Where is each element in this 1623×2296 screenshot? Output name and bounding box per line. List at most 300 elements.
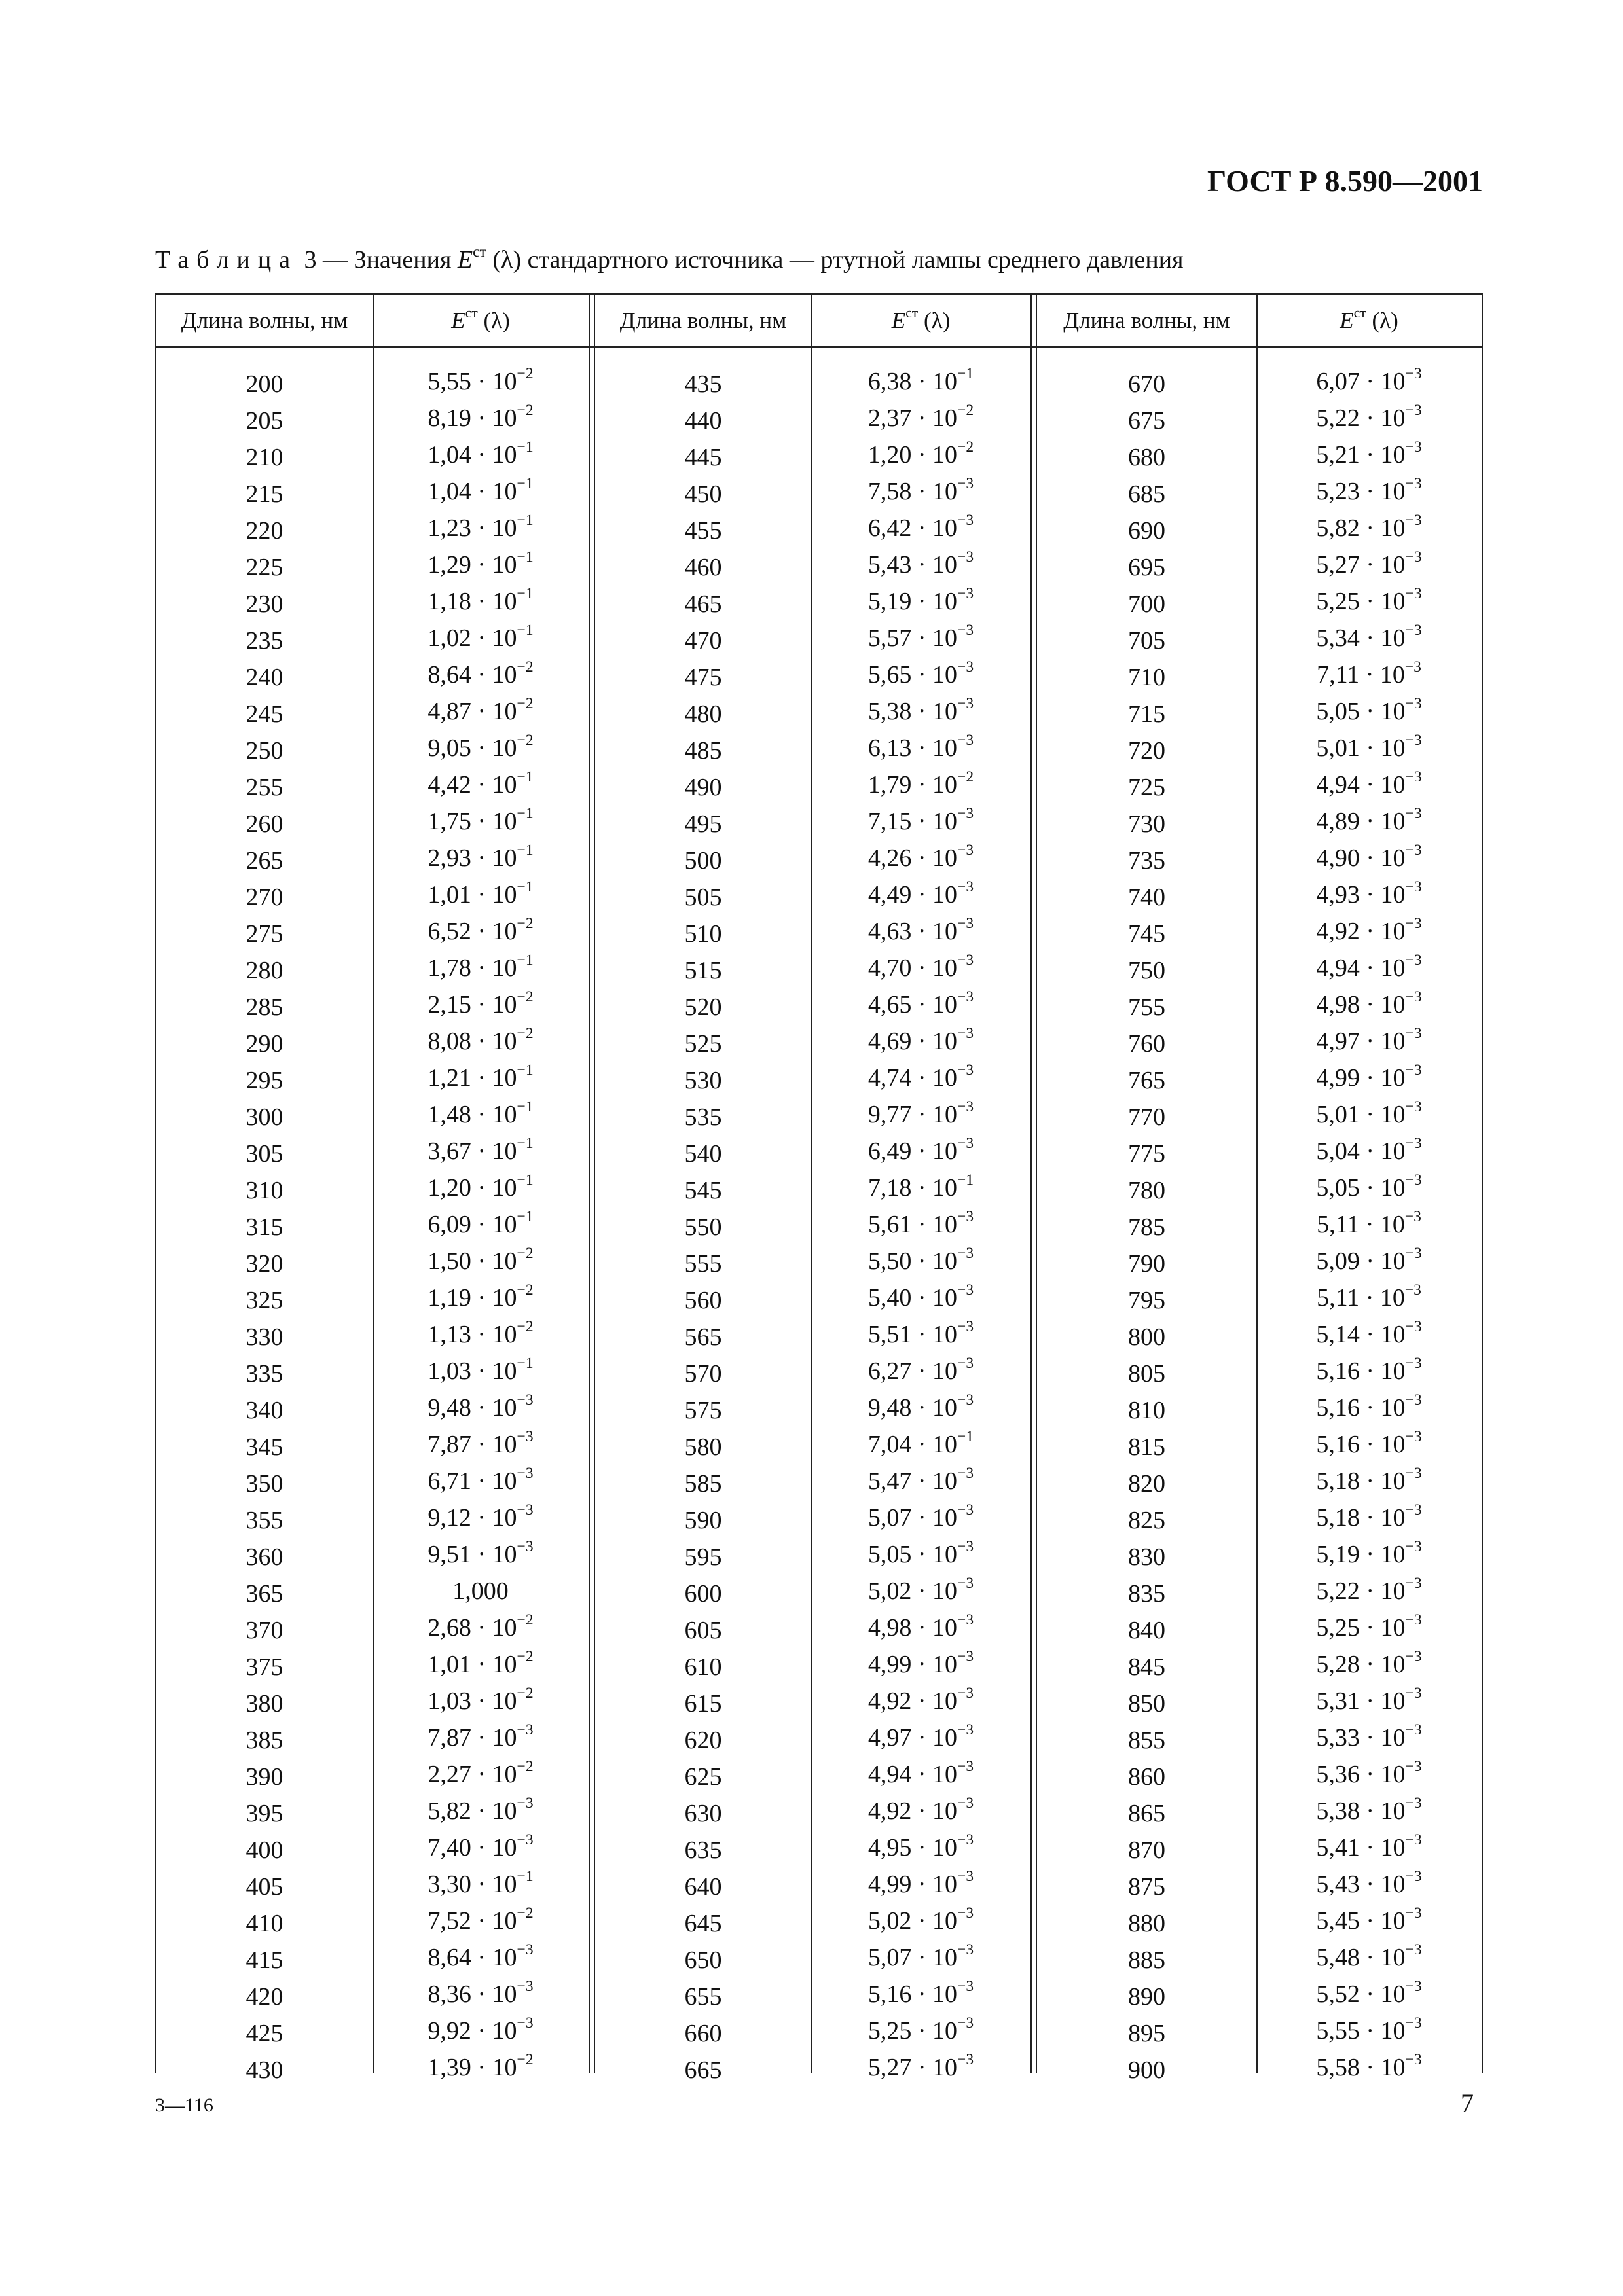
value-cell: $1,19 \cdot 10^{-2}$ bbox=[428, 1281, 534, 1312]
value-cell: $7,58 \cdot 10^{-3}$ bbox=[867, 475, 974, 505]
wavelength-cell: 790 bbox=[1128, 1250, 1165, 1278]
value-cell: $2,37 \cdot 10^{-2}$ bbox=[867, 401, 974, 432]
caption-text-after: (λ) стандартного источника — ртутной лампы среднего давления bbox=[486, 246, 1184, 274]
wavelength-cell: 390 bbox=[246, 1763, 283, 1791]
value-cell: $5,58 \cdot 10^{-3}$ bbox=[1316, 2051, 1422, 2081]
value-cell: $5,16 \cdot 10^{-3}$ bbox=[1316, 1427, 1422, 1458]
wavelength-cell: 370 bbox=[246, 1617, 283, 1644]
wavelength-cell: 280 bbox=[246, 957, 283, 984]
wavelength-cell: 380 bbox=[246, 1690, 283, 1717]
value-cell: $6,09 \cdot 10^{-1}$ bbox=[428, 1208, 534, 1238]
wavelength-cell: 595 bbox=[684, 1543, 722, 1571]
wavelength-cell: 885 bbox=[1128, 1946, 1165, 1974]
wavelength-cell: 605 bbox=[684, 1617, 722, 1644]
value-cell: $5,33 \cdot 10^{-3}$ bbox=[1316, 1721, 1422, 1751]
value-cell: $4,89 \cdot 10^{-3}$ bbox=[1316, 804, 1422, 835]
wavelength-cell: 295 bbox=[246, 1067, 283, 1094]
wavelength-cell: 395 bbox=[246, 1800, 283, 1827]
wavelength-cell: 590 bbox=[684, 1507, 722, 1534]
value-cell: $5,57 \cdot 10^{-3}$ bbox=[867, 621, 974, 652]
wavelength-cell: 870 bbox=[1128, 1837, 1165, 1864]
wavelength-cell: 710 bbox=[1128, 664, 1165, 691]
column-double-divider bbox=[1030, 295, 1037, 2073]
wavelength-cell: 610 bbox=[684, 1653, 722, 1681]
wavelength-cell: 340 bbox=[246, 1397, 283, 1424]
wavelength-cell: 290 bbox=[246, 1030, 283, 1058]
value-cell: $1,21 \cdot 10^{-1}$ bbox=[428, 1061, 534, 1092]
wavelength-cell: 850 bbox=[1128, 1690, 1165, 1717]
wavelength-cell: 320 bbox=[246, 1250, 283, 1278]
value-cell: $5,07 \cdot 10^{-3}$ bbox=[867, 1501, 974, 1532]
value-cell: $5,16 \cdot 10^{-3}$ bbox=[867, 1977, 974, 2008]
value-cell: $5,82 \cdot 10^{-3}$ bbox=[1316, 511, 1422, 542]
wavelength-column-1 bbox=[156, 366, 373, 2089]
wavelength-cell: 315 bbox=[246, 1213, 283, 1241]
value-cell: $1,50 \cdot 10^{-2}$ bbox=[428, 1244, 534, 1275]
value-cell: $6,52 \cdot 10^{-2}$ bbox=[428, 914, 534, 945]
value-cell: $9,51 \cdot 10^{-3}$ bbox=[428, 1537, 534, 1568]
wavelength-cell: 425 bbox=[246, 2020, 283, 2047]
table-header-row bbox=[156, 295, 1482, 348]
wavelength-cell: 365 bbox=[246, 1580, 283, 1607]
value-cell: $8,64 \cdot 10^{-2}$ bbox=[428, 658, 534, 689]
value-cell: $1,13 \cdot 10^{-2}$ bbox=[428, 1318, 534, 1348]
value-cell: $4,93 \cdot 10^{-3}$ bbox=[1316, 878, 1422, 908]
wavelength-cell: 515 bbox=[684, 957, 722, 984]
value-cell: $5,25 \cdot 10^{-3}$ bbox=[867, 2014, 974, 2045]
value-cell: $5,55 \cdot 10^{-2}$ bbox=[428, 365, 534, 395]
wavelength-cell: 705 bbox=[1128, 627, 1165, 655]
value-column-3 bbox=[1256, 366, 1482, 2089]
value-cell: $2,27 \cdot 10^{-2}$ bbox=[428, 1757, 534, 1788]
value-cell: $5,19 \cdot 10^{-3}$ bbox=[867, 584, 974, 615]
wavelength-cell: 795 bbox=[1128, 1287, 1165, 1314]
wavelength-cell: 555 bbox=[684, 1250, 722, 1278]
wavelength-cell: 690 bbox=[1128, 517, 1165, 545]
wavelength-cell: 765 bbox=[1128, 1067, 1165, 1094]
wavelength-cell: 200 bbox=[246, 370, 283, 398]
wavelength-cell: 820 bbox=[1128, 1470, 1165, 1498]
value-cell: $5,36 \cdot 10^{-3}$ bbox=[1316, 1757, 1422, 1788]
wavelength-cell: 650 bbox=[684, 1946, 722, 1974]
header-value-2: $E^{ст}$ (λ) bbox=[891, 305, 951, 333]
header-wavelength-3: Длина волны, нм bbox=[1063, 308, 1230, 333]
wavelength-cell: 335 bbox=[246, 1360, 283, 1388]
value-column-2 bbox=[811, 366, 1030, 2089]
wavelength-cell: 755 bbox=[1128, 994, 1165, 1021]
wavelength-cell: 540 bbox=[684, 1140, 722, 1168]
wavelength-cell: 520 bbox=[684, 994, 722, 1021]
value-cell: $5,01 \cdot 10^{-3}$ bbox=[1316, 1098, 1422, 1128]
value-cell: $5,34 \cdot 10^{-3}$ bbox=[1316, 621, 1422, 652]
value-cell: $1,20 \cdot 10^{-2}$ bbox=[867, 438, 974, 469]
value-cell: $5,05 \cdot 10^{-3}$ bbox=[867, 1537, 974, 1568]
wavelength-cell: 500 bbox=[684, 847, 722, 874]
value-cell: $5,23 \cdot 10^{-3}$ bbox=[1316, 475, 1422, 505]
column-double-divider bbox=[589, 295, 595, 2073]
wavelength-cell: 860 bbox=[1128, 1763, 1165, 1791]
value-cell: $5,38 \cdot 10^{-3}$ bbox=[867, 694, 974, 725]
wavelength-cell: 730 bbox=[1128, 810, 1165, 838]
wavelength-cell: 475 bbox=[684, 664, 722, 691]
value-cell: $7,87 \cdot 10^{-3}$ bbox=[428, 1427, 534, 1458]
wavelength-column-3 bbox=[1037, 366, 1256, 2089]
wavelength-cell: 325 bbox=[246, 1287, 283, 1314]
value-cell: $5,22 \cdot 10^{-3}$ bbox=[1316, 1574, 1422, 1605]
wavelength-cell: 270 bbox=[246, 884, 283, 911]
header-value-3: $E^{ст}$ (λ) bbox=[1340, 305, 1398, 333]
wavelength-cell: 240 bbox=[246, 664, 283, 691]
wavelength-cell: 575 bbox=[684, 1397, 722, 1424]
value-cell: $5,05 \cdot 10^{-3}$ bbox=[1316, 694, 1422, 725]
value-cell: $5,43 \cdot 10^{-3}$ bbox=[867, 548, 974, 579]
wavelength-cell: 375 bbox=[246, 1653, 283, 1681]
header-wavelength-2: Длина волны, нм bbox=[619, 308, 787, 333]
value-cell: $9,48 \cdot 10^{-3}$ bbox=[428, 1391, 534, 1422]
value-cell: $5,40 \cdot 10^{-3}$ bbox=[867, 1281, 974, 1312]
value-cell: $4,97 \cdot 10^{-3}$ bbox=[1316, 1024, 1422, 1055]
wavelength-cell: 220 bbox=[246, 517, 283, 545]
wavelength-cell: 410 bbox=[246, 1910, 283, 1937]
value-cell: $2,68 \cdot 10^{-2}$ bbox=[428, 1611, 534, 1641]
wavelength-cell: 250 bbox=[246, 737, 283, 764]
wavelength-cell: 865 bbox=[1128, 1800, 1165, 1827]
value-cell: $5,38 \cdot 10^{-3}$ bbox=[1316, 1794, 1422, 1825]
wavelength-cell: 665 bbox=[684, 2056, 722, 2084]
value-cell: $5,43 \cdot 10^{-3}$ bbox=[1316, 1867, 1422, 1898]
wavelength-cell: 750 bbox=[1128, 957, 1165, 984]
wavelength-cell: 310 bbox=[246, 1177, 283, 1204]
wavelength-cell: 680 bbox=[1128, 444, 1165, 471]
value-cell: $5,31 \cdot 10^{-3}$ bbox=[1316, 1684, 1422, 1715]
value-cell: $5,27 \cdot 10^{-3}$ bbox=[1316, 548, 1422, 579]
wavelength-cell: 715 bbox=[1128, 700, 1165, 728]
value-cell: $7,04 \cdot 10^{-1}$ bbox=[867, 1427, 974, 1458]
value-cell: $4,69 \cdot 10^{-3}$ bbox=[867, 1024, 974, 1055]
wavelength-cell: 330 bbox=[246, 1323, 283, 1351]
table-caption bbox=[155, 245, 1184, 274]
value-cell: $4,98 \cdot 10^{-3}$ bbox=[867, 1611, 974, 1641]
wavelength-cell: 695 bbox=[1128, 554, 1165, 581]
value-cell: $6,27 \cdot 10^{-3}$ bbox=[867, 1354, 974, 1385]
value-cell: $6,38 \cdot 10^{-1}$ bbox=[867, 365, 974, 395]
value-cell: $5,11 \cdot 10^{-3}$ bbox=[1317, 1208, 1421, 1238]
value-cell: $8,19 \cdot 10^{-2}$ bbox=[428, 401, 534, 432]
wavelength-cell: 725 bbox=[1128, 774, 1165, 801]
value-cell: $1,48 \cdot 10^{-1}$ bbox=[428, 1098, 534, 1128]
value-cell: $7,87 \cdot 10^{-3}$ bbox=[428, 1721, 534, 1751]
value-cell: $5,50 \cdot 10^{-3}$ bbox=[867, 1244, 974, 1275]
value-cell: $1,02 \cdot 10^{-1}$ bbox=[428, 621, 534, 652]
wavelength-cell: 770 bbox=[1128, 1103, 1165, 1131]
value-cell: $5,27 \cdot 10^{-3}$ bbox=[867, 2051, 974, 2081]
value-cell: $8,08 \cdot 10^{-2}$ bbox=[428, 1024, 534, 1055]
value-cell: $8,36 \cdot 10^{-3}$ bbox=[428, 1977, 534, 2008]
value-cell: $1,23 \cdot 10^{-1}$ bbox=[428, 511, 534, 542]
value-cell: $6,42 \cdot 10^{-3}$ bbox=[867, 511, 974, 542]
wavelength-cell: 285 bbox=[246, 994, 283, 1021]
value-cell: $7,40 \cdot 10^{-3}$ bbox=[428, 1831, 534, 1861]
value-cell: $6,07 \cdot 10^{-3}$ bbox=[1316, 365, 1422, 395]
wavelength-cell: 735 bbox=[1128, 847, 1165, 874]
value-cell: $2,15 \cdot 10^{-2}$ bbox=[428, 988, 534, 1018]
wavelength-cell: 800 bbox=[1128, 1323, 1165, 1351]
wavelength-cell: 875 bbox=[1128, 1873, 1165, 1901]
wavelength-cell: 480 bbox=[684, 700, 722, 728]
value-cell: $6,13 \cdot 10^{-3}$ bbox=[867, 731, 974, 762]
wavelength-cell: 465 bbox=[684, 590, 722, 618]
value-cell: $5,61 \cdot 10^{-3}$ bbox=[867, 1208, 974, 1238]
wavelength-cell: 230 bbox=[246, 590, 283, 618]
value-cell: $4,49 \cdot 10^{-3}$ bbox=[867, 878, 974, 908]
wavelength-cell: 620 bbox=[684, 1727, 722, 1754]
wavelength-cell: 745 bbox=[1128, 920, 1165, 948]
wavelength-cell: 525 bbox=[684, 1030, 722, 1058]
value-cell: $5,07 \cdot 10^{-3}$ bbox=[867, 1941, 974, 1971]
wavelength-cell: 445 bbox=[684, 444, 722, 471]
value-cell: $9,92 \cdot 10^{-3}$ bbox=[428, 2014, 534, 2045]
value-cell: $1,01 \cdot 10^{-1}$ bbox=[428, 878, 534, 908]
value-cell: $7,18 \cdot 10^{-1}$ bbox=[867, 1171, 974, 1202]
wavelength-cell: 660 bbox=[684, 2020, 722, 2047]
page-number: 7 bbox=[1461, 2089, 1474, 2118]
wavelength-cell: 810 bbox=[1128, 1397, 1165, 1424]
wavelength-cell: 305 bbox=[246, 1140, 283, 1168]
caption-symbol-sup: ст bbox=[473, 243, 486, 260]
wavelength-cell: 350 bbox=[246, 1470, 283, 1498]
wavelength-cell: 535 bbox=[684, 1103, 722, 1131]
wavelength-cell: 550 bbox=[684, 1213, 722, 1241]
wavelength-cell: 785 bbox=[1128, 1213, 1165, 1241]
wavelength-cell: 265 bbox=[246, 847, 283, 874]
value-cell: $5,04 \cdot 10^{-3}$ bbox=[1316, 1134, 1422, 1165]
wavelength-cell: 585 bbox=[684, 1470, 722, 1498]
wavelength-cell: 900 bbox=[1128, 2056, 1165, 2084]
data-table bbox=[155, 293, 1483, 2084]
wavelength-cell: 760 bbox=[1128, 1030, 1165, 1058]
wavelength-cell: 855 bbox=[1128, 1727, 1165, 1754]
footer-code: 3—116 bbox=[155, 2094, 213, 2116]
wavelength-cell: 720 bbox=[1128, 737, 1165, 764]
value-cell: $5,25 \cdot 10^{-3}$ bbox=[1316, 1611, 1422, 1641]
value-cell: $1,01 \cdot 10^{-2}$ bbox=[428, 1647, 534, 1678]
value-cell: $1,20 \cdot 10^{-1}$ bbox=[428, 1171, 534, 1202]
value-cell: $2,93 \cdot 10^{-1}$ bbox=[428, 841, 534, 872]
value-cell: $9,48 \cdot 10^{-3}$ bbox=[867, 1391, 974, 1422]
document-code: ГОСТ Р 8.590—2001 bbox=[1207, 164, 1483, 198]
wavelength-cell: 740 bbox=[1128, 884, 1165, 911]
value-cell: $1,79 \cdot 10^{-2}$ bbox=[867, 768, 974, 798]
wavelength-cell: 615 bbox=[684, 1690, 722, 1717]
wavelength-cell: 565 bbox=[684, 1323, 722, 1351]
wavelength-column-2 bbox=[595, 366, 811, 2089]
wavelength-cell: 430 bbox=[246, 2056, 283, 2084]
value-cell: $7,11 \cdot 10^{-3}$ bbox=[1317, 658, 1421, 689]
value-cell: $5,82 \cdot 10^{-3}$ bbox=[428, 1794, 534, 1825]
wavelength-cell: 385 bbox=[246, 1727, 283, 1754]
wavelength-cell: 560 bbox=[684, 1287, 722, 1314]
wavelength-cell: 215 bbox=[246, 480, 283, 508]
value-cell: $5,25 \cdot 10^{-3}$ bbox=[1316, 584, 1422, 615]
value-cell: $5,16 \cdot 10^{-3}$ bbox=[1316, 1391, 1422, 1422]
wavelength-cell: 345 bbox=[246, 1433, 283, 1461]
value-cell: $4,74 \cdot 10^{-3}$ bbox=[867, 1061, 974, 1092]
wavelength-cell: 815 bbox=[1128, 1433, 1165, 1461]
value-cell: $1,04 \cdot 10^{-1}$ bbox=[428, 438, 534, 469]
value-cell: $4,65 \cdot 10^{-3}$ bbox=[867, 988, 974, 1018]
value-cell: $5,51 \cdot 10^{-3}$ bbox=[867, 1318, 974, 1348]
value-cell: $3,67 \cdot 10^{-1}$ bbox=[428, 1134, 534, 1165]
wavelength-cell: 225 bbox=[246, 554, 283, 581]
wavelength-cell: 440 bbox=[684, 407, 722, 435]
wavelength-cell: 570 bbox=[684, 1360, 722, 1388]
wavelength-cell: 780 bbox=[1128, 1177, 1165, 1204]
value-cell: $5,16 \cdot 10^{-3}$ bbox=[1316, 1354, 1422, 1385]
wavelength-cell: 655 bbox=[684, 1983, 722, 2011]
wavelength-cell: 400 bbox=[246, 1837, 283, 1864]
wavelength-cell: 830 bbox=[1128, 1543, 1165, 1571]
wavelength-cell: 455 bbox=[684, 517, 722, 545]
value-cell: $5,09 \cdot 10^{-3}$ bbox=[1316, 1244, 1422, 1275]
value-cell: $5,47 \cdot 10^{-3}$ bbox=[867, 1464, 974, 1495]
wavelength-cell: 300 bbox=[246, 1103, 283, 1131]
value-cell: $1,75 \cdot 10^{-1}$ bbox=[428, 804, 534, 835]
value-cell: $5,22 \cdot 10^{-3}$ bbox=[1316, 401, 1422, 432]
value-cell: $5,48 \cdot 10^{-3}$ bbox=[1316, 1941, 1422, 1971]
wavelength-cell: 210 bbox=[246, 444, 283, 471]
value-cell: $7,15 \cdot 10^{-3}$ bbox=[867, 804, 974, 835]
value-cell: $4,70 \cdot 10^{-3}$ bbox=[867, 951, 974, 982]
wavelength-cell: 510 bbox=[684, 920, 722, 948]
wavelength-cell: 530 bbox=[684, 1067, 722, 1094]
value-cell: $4,95 \cdot 10^{-3}$ bbox=[867, 1831, 974, 1861]
wavelength-cell: 235 bbox=[246, 627, 283, 655]
value-cell: $7,52 \cdot 10^{-2}$ bbox=[428, 1904, 534, 1935]
value-column-1 bbox=[373, 366, 589, 2089]
value-cell: $4,63 \cdot 10^{-3}$ bbox=[867, 914, 974, 945]
wavelength-cell: 890 bbox=[1128, 1983, 1165, 2011]
wavelength-cell: 420 bbox=[246, 1983, 283, 2011]
wavelength-cell: 600 bbox=[684, 1580, 722, 1607]
value-cell: $9,77 \cdot 10^{-3}$ bbox=[867, 1098, 974, 1128]
wavelength-cell: 435 bbox=[684, 370, 722, 398]
value-cell: $1,04 \cdot 10^{-1}$ bbox=[428, 475, 534, 505]
wavelength-cell: 355 bbox=[246, 1507, 283, 1534]
value-cell: $5,18 \cdot 10^{-3}$ bbox=[1316, 1501, 1422, 1532]
value-cell: $4,42 \cdot 10^{-1}$ bbox=[428, 768, 534, 798]
wavelength-cell: 775 bbox=[1128, 1140, 1165, 1168]
value-cell: $5,18 \cdot 10^{-3}$ bbox=[1316, 1464, 1422, 1495]
value-cell: $6,49 \cdot 10^{-3}$ bbox=[867, 1134, 974, 1165]
value-cell: $5,65 \cdot 10^{-3}$ bbox=[867, 658, 974, 689]
value-cell: $5,52 \cdot 10^{-3}$ bbox=[1316, 1977, 1422, 2008]
caption-label: Таблица bbox=[155, 246, 299, 274]
value-cell: $5,45 \cdot 10^{-3}$ bbox=[1316, 1904, 1422, 1935]
wavelength-cell: 895 bbox=[1128, 2020, 1165, 2047]
wavelength-cell: 640 bbox=[684, 1873, 722, 1901]
value-cell: $1,39 \cdot 10^{-2}$ bbox=[428, 2051, 534, 2081]
value-cell: $4,90 \cdot 10^{-3}$ bbox=[1316, 841, 1422, 872]
value-cell: $1,78 \cdot 10^{-1}$ bbox=[428, 951, 534, 982]
value-cell: $5,02 \cdot 10^{-3}$ bbox=[867, 1574, 974, 1605]
wavelength-cell: 700 bbox=[1128, 590, 1165, 618]
wavelength-cell: 880 bbox=[1128, 1910, 1165, 1937]
wavelength-cell: 405 bbox=[246, 1873, 283, 1901]
wavelength-cell: 360 bbox=[246, 1543, 283, 1571]
value-cell: $5,19 \cdot 10^{-3}$ bbox=[1316, 1537, 1422, 1568]
value-cell: $4,94 \cdot 10^{-3}$ bbox=[1316, 951, 1422, 982]
wavelength-cell: 845 bbox=[1128, 1653, 1165, 1681]
value-cell: $1,18 \cdot 10^{-1}$ bbox=[428, 584, 534, 615]
value-cell: $4,92 \cdot 10^{-3}$ bbox=[867, 1684, 974, 1715]
value-cell: $4,99 \cdot 10^{-3}$ bbox=[867, 1647, 974, 1678]
value-cell: $4,87 \cdot 10^{-2}$ bbox=[428, 694, 534, 725]
value-cell: $4,92 \cdot 10^{-3}$ bbox=[1316, 914, 1422, 945]
value-cell: $9,05 \cdot 10^{-2}$ bbox=[428, 731, 534, 762]
value-cell: $8,64 \cdot 10^{-3}$ bbox=[428, 1941, 534, 1971]
caption-symbol: E bbox=[457, 246, 473, 274]
wavelength-cell: 645 bbox=[684, 1910, 722, 1937]
value-cell: $6,71 \cdot 10^{-3}$ bbox=[428, 1464, 534, 1495]
wavelength-cell: 415 bbox=[246, 1946, 283, 1974]
wavelength-cell: 635 bbox=[684, 1837, 722, 1864]
wavelength-cell: 685 bbox=[1128, 480, 1165, 508]
value-cell: $1,29 \cdot 10^{-1}$ bbox=[428, 548, 534, 579]
value-cell: $4,97 \cdot 10^{-3}$ bbox=[867, 1721, 974, 1751]
wavelength-cell: 505 bbox=[684, 884, 722, 911]
wavelength-cell: 625 bbox=[684, 1763, 722, 1791]
wavelength-cell: 255 bbox=[246, 774, 283, 801]
value-cell: $4,99 \cdot 10^{-3}$ bbox=[1316, 1061, 1422, 1092]
value-cell: $4,92 \cdot 10^{-3}$ bbox=[867, 1794, 974, 1825]
value-cell: $5,14 \cdot 10^{-3}$ bbox=[1316, 1318, 1422, 1348]
wavelength-cell: 545 bbox=[684, 1177, 722, 1204]
wavelength-cell: 670 bbox=[1128, 370, 1165, 398]
wavelength-cell: 275 bbox=[246, 920, 283, 948]
wavelength-cell: 495 bbox=[684, 810, 722, 838]
value-cell: $4,94 \cdot 10^{-3}$ bbox=[867, 1757, 974, 1788]
wavelength-cell: 580 bbox=[684, 1433, 722, 1461]
value-cell: $5,21 \cdot 10^{-3}$ bbox=[1316, 438, 1422, 469]
value-cell: $1,03 \cdot 10^{-1}$ bbox=[428, 1354, 534, 1385]
wavelength-cell: 490 bbox=[684, 774, 722, 801]
header-wavelength-1: Длина волны, нм bbox=[181, 308, 348, 333]
value-cell: $5,01 \cdot 10^{-3}$ bbox=[1316, 731, 1422, 762]
value-cell: $5,28 \cdot 10^{-3}$ bbox=[1316, 1647, 1422, 1678]
value-cell: $5,55 \cdot 10^{-3}$ bbox=[1316, 2014, 1422, 2045]
value-cell: $4,98 \cdot 10^{-3}$ bbox=[1316, 988, 1422, 1018]
wavelength-cell: 630 bbox=[684, 1800, 722, 1827]
value-cell: $5,11 \cdot 10^{-3}$ bbox=[1317, 1281, 1421, 1312]
wavelength-cell: 840 bbox=[1128, 1617, 1165, 1644]
value-cell: $9,12 \cdot 10^{-3}$ bbox=[428, 1501, 534, 1532]
value-cell: $4,99 \cdot 10^{-3}$ bbox=[867, 1867, 974, 1898]
wavelength-cell: 825 bbox=[1128, 1507, 1165, 1534]
wavelength-cell: 450 bbox=[684, 480, 722, 508]
wavelength-cell: 460 bbox=[684, 554, 722, 581]
caption-text-before: 3 — Значения bbox=[304, 246, 458, 274]
wavelength-cell: 205 bbox=[246, 407, 283, 435]
wavelength-cell: 485 bbox=[684, 737, 722, 764]
wavelength-cell: 835 bbox=[1128, 1580, 1165, 1607]
value-cell: $5,02 \cdot 10^{-3}$ bbox=[867, 1904, 974, 1935]
value-cell: $5,41 \cdot 10^{-3}$ bbox=[1316, 1831, 1422, 1861]
value-cell: 1,000 bbox=[452, 1577, 509, 1605]
wavelength-cell: 245 bbox=[246, 700, 283, 728]
wavelength-cell: 675 bbox=[1128, 407, 1165, 435]
value-cell: $4,94 \cdot 10^{-3}$ bbox=[1316, 768, 1422, 798]
wavelength-cell: 805 bbox=[1128, 1360, 1165, 1388]
